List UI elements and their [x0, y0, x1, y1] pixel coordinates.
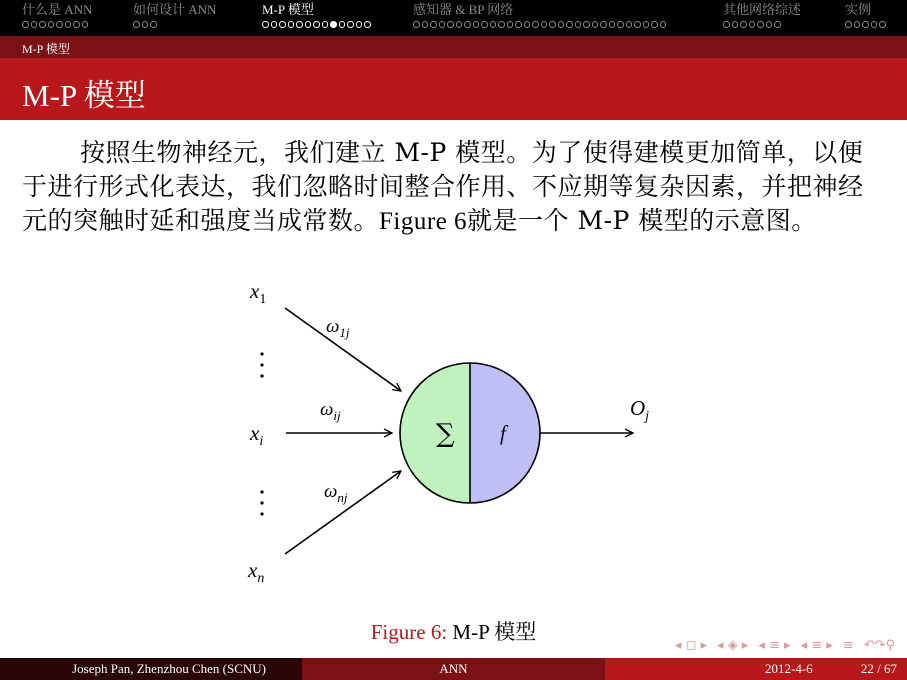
nav-section-2[interactable]	[133, 2, 216, 31]
nav-frame-dot[interactable]	[766, 21, 773, 28]
weight-wnj-label: $\omega_{nj}$	[324, 481, 348, 505]
nav-frame-dot[interactable]	[422, 21, 429, 28]
nav-frame-dot[interactable]	[592, 21, 599, 28]
nav-frame-dot[interactable]	[740, 21, 747, 28]
nav-frame-dot[interactable]	[600, 21, 607, 28]
nav-frame-dot[interactable]	[262, 21, 269, 28]
nav-section-title[interactable]: 其他网络综述	[723, 2, 802, 17]
nav-frame-dot[interactable]	[732, 21, 739, 28]
nav-frame-dot[interactable]	[133, 21, 140, 28]
nav-frame-dot[interactable]	[871, 21, 878, 28]
frame-title-bar	[0, 58, 907, 120]
body-paragraph	[22, 136, 888, 239]
nav-frame-dot[interactable]	[65, 21, 72, 28]
nav-frame-dot[interactable]	[279, 21, 286, 28]
footer-short-title: ANN	[439, 661, 468, 676]
nav-frame-dot[interactable]	[339, 21, 346, 28]
nav-frame-dot[interactable]	[430, 21, 437, 28]
search-back-forward-icon[interactable]: ↶↷⚲	[863, 637, 895, 653]
nav-frame-dot[interactable]	[82, 21, 89, 28]
footer-title-box	[302, 658, 605, 680]
caption-label: Figure 6:	[370, 620, 448, 644]
nav-frame-dot[interactable]	[288, 21, 295, 28]
nav-frame-dot[interactable]	[558, 21, 565, 28]
arrow-x1-to-neuron	[285, 308, 401, 391]
section-navigation-bar	[0, 0, 907, 36]
footer-date-box	[605, 658, 907, 680]
input-xi-label: $x_i$	[250, 421, 264, 449]
beamer-navigation-symbols	[675, 636, 895, 654]
nav-frame-dot[interactable]	[271, 21, 278, 28]
document-nav-icon[interactable]: ≡	[842, 637, 854, 653]
nav-section-title[interactable]: 什么是 ANN	[22, 2, 93, 17]
nav-frame-dot[interactable]	[473, 21, 480, 28]
footer-page-number: 22 / 67	[860, 661, 897, 676]
nav-frame-dot[interactable]	[617, 21, 624, 28]
nav-frame-dot[interactable]	[723, 21, 730, 28]
mp-model-diagram	[0, 270, 907, 610]
nav-frame-dot[interactable]	[549, 21, 556, 28]
footer-bar	[0, 658, 907, 680]
nav-frame-dot[interactable]	[643, 21, 650, 28]
nav-frame-dot[interactable]	[757, 21, 764, 28]
arrow-xn-to-neuron	[285, 471, 401, 554]
nav-frame-dot[interactable]	[481, 21, 488, 28]
subsection-bar	[0, 36, 907, 58]
body-text-main: 按照生物神经元，我们建立 M-P 模型。为了使得建模更加简单，以便于进行形式化表达，我们忽略时间整合作用、不应期等复杂因素，并把神经元的突触时延和强度当成常数。	[22, 138, 864, 235]
activation-function-label: f	[500, 421, 506, 445]
nav-section-1[interactable]	[22, 2, 92, 31]
nav-frame-dot[interactable]	[39, 21, 46, 28]
nav-frame-dot[interactable]	[439, 21, 446, 28]
nav-frame-dot[interactable]	[854, 21, 861, 28]
nav-frame-dot[interactable]	[651, 21, 658, 28]
nav-frame-dot[interactable]	[296, 21, 303, 28]
subsection-nav-icon[interactable]: ◂ ◈ ▸	[717, 637, 749, 653]
nav-frame-dot[interactable]	[150, 21, 157, 28]
nav-frame-dot[interactable]	[583, 21, 590, 28]
footer-date: 2012-4-6	[765, 661, 813, 676]
nav-frame-dot[interactable]	[524, 21, 531, 28]
nav-frame-dot[interactable]	[749, 21, 756, 28]
body-text-end: 就是一个 M-P 模型的示意图。	[467, 206, 817, 235]
neuron-sum-half	[400, 363, 470, 503]
nav-section-6[interactable]	[845, 2, 886, 31]
weight-wij-label: $\omega_{ij}$	[320, 399, 341, 423]
nav-section-dots	[262, 19, 371, 31]
footer-author: Joseph Pan, Zhenzhou Chen (SCNU)	[72, 661, 266, 676]
nav-frame-dot[interactable]	[456, 21, 463, 28]
nav-frame-dot[interactable]	[634, 21, 641, 28]
nav-frame-dot[interactable]	[447, 21, 454, 28]
nav-frame-dot[interactable]	[532, 21, 539, 28]
output-oj-label: $O_j$	[630, 396, 650, 424]
appendix-nav-icon[interactable]: ◂ ≡ ▸	[800, 637, 833, 653]
nav-frame-dot[interactable]	[330, 21, 337, 28]
nav-section-title[interactable]: 感知器 & BP 网络	[413, 2, 514, 17]
nav-section-4[interactable]	[413, 2, 666, 31]
nav-frame-dot[interactable]	[413, 21, 420, 28]
nav-frame-dot[interactable]	[566, 21, 573, 28]
nav-frame-dot[interactable]	[515, 21, 522, 28]
nav-section-dots	[133, 19, 216, 31]
nav-section-title[interactable]: 实例	[845, 2, 872, 17]
nav-frame-dot[interactable]	[575, 21, 582, 28]
nav-frame-dot[interactable]	[142, 21, 149, 28]
caption-text: M-P 模型	[447, 620, 537, 644]
nav-frame-dot[interactable]	[48, 21, 55, 28]
nav-section-title[interactable]: 如何设计 ANN	[133, 2, 217, 17]
nav-frame-dot[interactable]	[879, 21, 886, 28]
nav-frame-dot[interactable]	[73, 21, 80, 28]
nav-frame-dot[interactable]	[774, 21, 781, 28]
nav-section-dots	[22, 19, 92, 31]
nav-section-3[interactable]	[262, 2, 371, 31]
section-nav-icon[interactable]: ◂ ≡ ▸	[758, 637, 791, 653]
input-x1-label: $x_1$	[250, 279, 267, 307]
nav-frame-dot[interactable]	[845, 21, 852, 28]
nav-frame-dot[interactable]	[464, 21, 471, 28]
vertical-ellipsis-lower	[260, 490, 263, 515]
nav-frame-dot[interactable]	[507, 21, 514, 28]
frame-title: M-P 模型	[22, 78, 146, 113]
nav-frame-dot[interactable]	[541, 21, 548, 28]
nav-frame-dot[interactable]	[347, 21, 354, 28]
nav-frame-dot[interactable]	[313, 21, 320, 28]
nav-frame-dot[interactable]	[322, 21, 329, 28]
nav-section-dots	[413, 19, 666, 31]
input-xn-label: $x_n$	[248, 558, 265, 586]
sum-symbol: ∑	[436, 419, 455, 449]
nav-section-dots	[845, 19, 886, 31]
nav-frame-dot[interactable]	[609, 21, 616, 28]
nav-frame-dot[interactable]	[490, 21, 497, 28]
frame-nav-icon[interactable]: ◂ ◻ ▸	[674, 637, 708, 653]
nav-frame-dot[interactable]	[498, 21, 505, 28]
figure-reference-link[interactable]: Figure 6	[379, 208, 468, 235]
vertical-ellipsis-upper	[260, 352, 263, 377]
nav-frame-dot[interactable]	[305, 21, 312, 28]
nav-frame-dot[interactable]	[660, 21, 667, 28]
nav-frame-dot[interactable]	[626, 21, 633, 28]
footer-author-box	[0, 658, 302, 680]
nav-frame-dot[interactable]	[31, 21, 38, 28]
weight-w1j-label: $\omega_{1j}$	[326, 316, 350, 340]
nav-section-dots	[723, 19, 801, 31]
nav-section-title[interactable]: M-P 模型	[262, 2, 314, 17]
nav-section-5[interactable]	[723, 2, 801, 31]
subsection-title[interactable]: M-P 模型	[22, 42, 70, 56]
nav-frame-dot[interactable]	[364, 21, 371, 28]
nav-frame-dot[interactable]	[356, 21, 363, 28]
nav-frame-dot[interactable]	[22, 21, 29, 28]
nav-frame-dot[interactable]	[862, 21, 869, 28]
nav-frame-dot[interactable]	[56, 21, 63, 28]
